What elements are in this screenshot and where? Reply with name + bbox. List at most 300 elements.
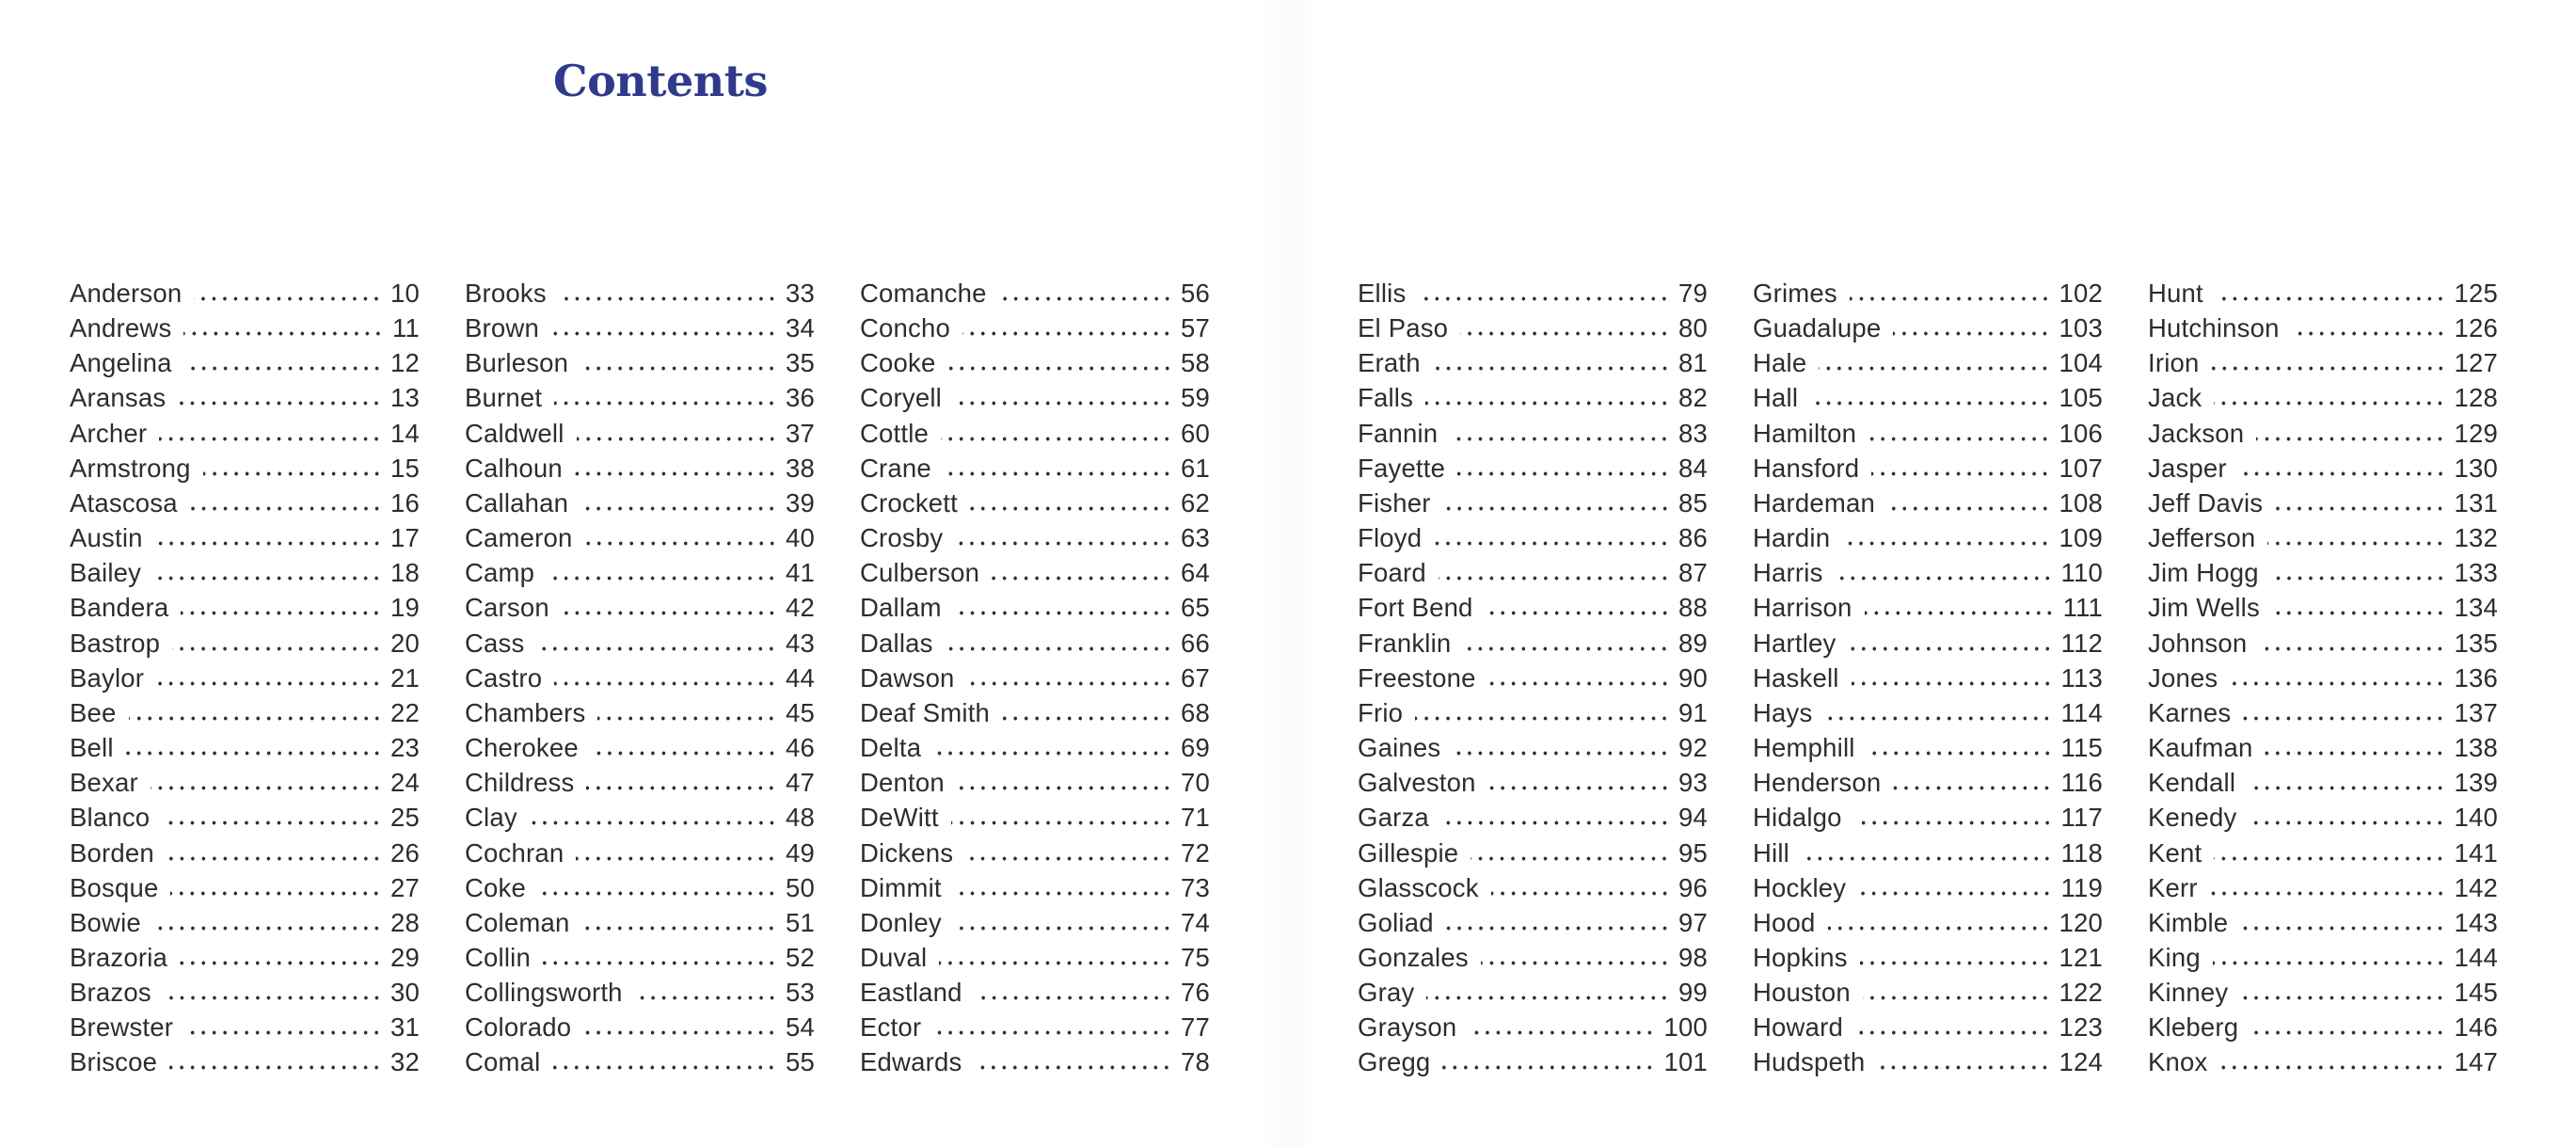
page-number: 134 bbox=[2454, 593, 2498, 623]
toc-entry bbox=[70, 768, 420, 803]
county-name: Burnet bbox=[465, 383, 543, 413]
page-number: 109 bbox=[2059, 523, 2103, 553]
dot-leader bbox=[1849, 645, 2053, 652]
page-number: 19 bbox=[390, 593, 420, 623]
county-name: Brewster bbox=[70, 1012, 174, 1043]
toc-entry bbox=[2148, 629, 2498, 663]
dot-leader bbox=[2212, 365, 2446, 372]
dot-leader bbox=[1491, 890, 1670, 897]
toc-entry bbox=[1753, 943, 2103, 978]
toc-entry bbox=[465, 803, 815, 837]
page-number: 119 bbox=[2060, 872, 2103, 902]
county-name: Culberson bbox=[860, 558, 980, 588]
page-number: 35 bbox=[786, 348, 815, 378]
dot-leader bbox=[2271, 575, 2446, 581]
toc-entry bbox=[1753, 279, 2103, 313]
page-number: 27 bbox=[390, 872, 420, 902]
toc-entry bbox=[465, 1012, 815, 1047]
page-number: 79 bbox=[1678, 279, 1708, 308]
county-name: Aransas bbox=[70, 383, 167, 413]
dot-leader bbox=[974, 1064, 1172, 1071]
dot-leader bbox=[1893, 785, 2052, 791]
toc-entry bbox=[2148, 488, 2498, 523]
county-name: Kimble bbox=[2148, 907, 2229, 937]
page-number: 52 bbox=[786, 942, 815, 972]
toc-entry bbox=[1753, 523, 2103, 558]
toc-entry bbox=[1753, 663, 2103, 698]
county-name: Bexar bbox=[70, 768, 138, 798]
dot-leader bbox=[954, 610, 1172, 616]
county-name: Gillespie bbox=[1358, 837, 1459, 868]
page-number: 139 bbox=[2454, 768, 2498, 798]
toc-entry bbox=[860, 454, 1210, 488]
toc-entry bbox=[1753, 348, 2103, 383]
toc-entry bbox=[2148, 943, 2498, 978]
toc-entry bbox=[1358, 593, 1708, 628]
dot-leader bbox=[559, 295, 777, 302]
page-number: 89 bbox=[1678, 628, 1708, 658]
county-name: Blanco bbox=[70, 803, 151, 833]
toc-entry bbox=[1753, 629, 2103, 663]
dot-leader bbox=[2272, 610, 2446, 616]
dot-leader bbox=[1858, 890, 2052, 897]
toc-entry bbox=[1358, 488, 1708, 523]
page-number: 36 bbox=[786, 383, 815, 413]
county-name: Jeff Davis bbox=[2148, 487, 2264, 518]
county-name: Jim Hogg bbox=[2148, 558, 2259, 588]
page-number: 118 bbox=[2060, 837, 2103, 868]
dot-leader bbox=[538, 890, 777, 897]
toc-entry bbox=[2148, 838, 2498, 873]
page-number: 31 bbox=[390, 1012, 420, 1043]
toc-entry bbox=[1753, 419, 2103, 454]
county-name: Edwards bbox=[860, 1047, 962, 1077]
county-name: Hood bbox=[1753, 907, 1816, 937]
county-name: Franklin bbox=[1358, 628, 1452, 658]
county-name: Collin bbox=[465, 942, 531, 972]
page-number: 104 bbox=[2059, 348, 2103, 378]
toc-entry bbox=[1358, 733, 1708, 768]
dot-leader bbox=[970, 505, 1172, 512]
dot-leader bbox=[2267, 540, 2445, 547]
county-name: El Paso bbox=[1358, 313, 1449, 343]
toc-entry bbox=[465, 383, 815, 418]
dot-leader bbox=[1486, 610, 1670, 616]
county-name: Coke bbox=[465, 872, 526, 902]
toc-entry bbox=[1358, 943, 1708, 978]
county-name: Chambers bbox=[465, 697, 586, 727]
page-number: 145 bbox=[2454, 978, 2498, 1008]
page-number: 96 bbox=[1678, 872, 1708, 902]
dot-leader bbox=[1488, 785, 1670, 791]
dot-leader bbox=[957, 785, 1172, 791]
dot-leader bbox=[190, 505, 382, 512]
dot-leader bbox=[1868, 436, 2050, 442]
page-number: 138 bbox=[2454, 733, 2498, 763]
page-number: 40 bbox=[786, 523, 815, 553]
toc-entry bbox=[70, 593, 420, 628]
toc-entry bbox=[2148, 1012, 2498, 1047]
dot-leader bbox=[576, 855, 777, 862]
dot-leader bbox=[1871, 470, 2050, 477]
county-name: Deaf Smith bbox=[860, 697, 991, 727]
county-name: Hamilton bbox=[1753, 418, 1857, 448]
dot-leader bbox=[581, 925, 777, 932]
county-name: Ector bbox=[860, 1012, 922, 1043]
page-number: 37 bbox=[786, 418, 815, 448]
dot-leader bbox=[159, 436, 382, 442]
county-name: Fort Bend bbox=[1358, 593, 1473, 623]
county-name: Kleberg bbox=[2148, 1012, 2239, 1043]
page-number: 71 bbox=[1181, 803, 1210, 833]
county-name: Gaines bbox=[1358, 733, 1441, 763]
dot-leader bbox=[184, 365, 382, 372]
page-number: 75 bbox=[1181, 942, 1210, 972]
toc-entry bbox=[1753, 313, 2103, 348]
page-number: 124 bbox=[2059, 1047, 2103, 1077]
dot-leader bbox=[153, 925, 382, 932]
toc-entry bbox=[1358, 1012, 1708, 1047]
toc-entry bbox=[70, 488, 420, 523]
toc-entry bbox=[70, 1047, 420, 1082]
page-number: 61 bbox=[1181, 453, 1210, 483]
dot-leader bbox=[944, 470, 1172, 477]
county-name: Dimmit bbox=[860, 872, 942, 902]
dot-leader bbox=[1850, 295, 2051, 302]
toc-entry bbox=[860, 908, 1210, 943]
county-name: Hunt bbox=[2148, 279, 2203, 308]
dot-leader bbox=[554, 680, 777, 687]
toc-entry bbox=[465, 1047, 815, 1082]
page-number: 55 bbox=[786, 1047, 815, 1077]
page-number: 44 bbox=[786, 662, 815, 693]
page-number: 99 bbox=[1678, 978, 1708, 1008]
dot-leader bbox=[1810, 400, 2050, 406]
dot-leader bbox=[583, 1029, 777, 1036]
county-name: Crane bbox=[860, 453, 931, 483]
dot-leader bbox=[962, 330, 1172, 337]
county-name: Fannin bbox=[1358, 418, 1439, 448]
county-name: Harris bbox=[1753, 558, 1823, 588]
page-number: 46 bbox=[786, 733, 815, 763]
page-number: 135 bbox=[2454, 628, 2498, 658]
county-name: Hidalgo bbox=[1753, 803, 1842, 833]
toc-entry bbox=[465, 279, 815, 313]
dot-leader bbox=[2249, 820, 2445, 826]
county-name: Garza bbox=[1358, 803, 1429, 833]
page-number: 123 bbox=[2059, 1012, 2103, 1043]
county-name: Cochran bbox=[465, 837, 564, 868]
page-number: 144 bbox=[2454, 942, 2498, 972]
county-name: Kaufman bbox=[2148, 733, 2253, 763]
dot-leader bbox=[162, 820, 382, 826]
toc-entry bbox=[1358, 558, 1708, 593]
page-number: 94 bbox=[1678, 803, 1708, 833]
toc-entry bbox=[70, 838, 420, 873]
county-name: Karnes bbox=[2148, 697, 2232, 727]
dot-leader bbox=[591, 750, 777, 757]
dot-leader bbox=[180, 960, 382, 966]
toc-entry bbox=[1358, 978, 1708, 1012]
toc-entry bbox=[2148, 383, 2498, 418]
toc-entry bbox=[70, 419, 420, 454]
county-name: Duval bbox=[860, 942, 928, 972]
dot-leader bbox=[1852, 680, 2053, 687]
page-number: 129 bbox=[2454, 418, 2498, 448]
dot-leader bbox=[151, 785, 382, 791]
county-name: Donley bbox=[860, 907, 942, 937]
dot-leader bbox=[547, 575, 777, 581]
page-number: 108 bbox=[2059, 487, 2103, 518]
toc-column-2 bbox=[465, 279, 815, 1083]
county-name: Comal bbox=[465, 1047, 541, 1077]
page-number: 30 bbox=[390, 978, 420, 1008]
county-name: Caldwell bbox=[465, 418, 564, 448]
county-name: Hale bbox=[1753, 348, 1807, 378]
page-number: 92 bbox=[1678, 733, 1708, 763]
page-number: 110 bbox=[2060, 558, 2103, 588]
county-name: Howard bbox=[1753, 1012, 1843, 1043]
county-name: Dawson bbox=[860, 662, 955, 693]
toc-entry bbox=[70, 313, 420, 348]
toc-entry bbox=[860, 768, 1210, 803]
toc-entry bbox=[2148, 523, 2498, 558]
page-number: 146 bbox=[2454, 1012, 2498, 1043]
dot-leader bbox=[2265, 750, 2445, 757]
dot-leader bbox=[2230, 680, 2445, 687]
dot-leader bbox=[954, 890, 1172, 897]
page-number: 97 bbox=[1678, 907, 1708, 937]
county-name: Hays bbox=[1753, 697, 1813, 727]
toc-entry bbox=[2148, 908, 2498, 943]
dot-leader bbox=[1877, 1064, 2050, 1071]
dot-leader bbox=[941, 436, 1172, 442]
county-name: Cottle bbox=[860, 418, 930, 448]
toc-entry bbox=[1753, 558, 2103, 593]
page-number: 76 bbox=[1181, 978, 1210, 1008]
toc-entry bbox=[1358, 838, 1708, 873]
county-name: Dickens bbox=[860, 837, 954, 868]
page-number: 65 bbox=[1181, 593, 1210, 623]
toc-entry bbox=[70, 663, 420, 698]
toc-entry bbox=[465, 698, 815, 733]
toc-entry bbox=[860, 383, 1210, 418]
county-name: Concho bbox=[860, 313, 950, 343]
dot-leader bbox=[1865, 610, 2055, 616]
county-name: Atascosa bbox=[70, 487, 178, 518]
county-name: Bee bbox=[70, 697, 117, 727]
dot-leader bbox=[946, 645, 1172, 652]
page-number: 141 bbox=[2454, 837, 2498, 868]
county-name: Clay bbox=[465, 803, 517, 833]
dot-leader bbox=[1481, 960, 1670, 966]
page-number: 73 bbox=[1181, 872, 1210, 902]
dot-leader bbox=[530, 820, 777, 826]
toc-entry bbox=[465, 873, 815, 908]
page-number: 58 bbox=[1181, 348, 1210, 378]
dot-leader bbox=[1457, 470, 1670, 477]
toc-entry bbox=[1753, 698, 2103, 733]
toc-entry bbox=[860, 838, 1210, 873]
dot-leader bbox=[2250, 1029, 2445, 1036]
county-name: Fisher bbox=[1358, 487, 1431, 518]
page-number: 41 bbox=[786, 558, 815, 588]
page-number: 117 bbox=[2060, 803, 2103, 833]
county-name: Jack bbox=[2148, 383, 2202, 413]
county-name: Baylor bbox=[70, 662, 145, 693]
toc-entry bbox=[70, 629, 420, 663]
page-number: 33 bbox=[786, 279, 815, 308]
county-name: Hardin bbox=[1753, 523, 1831, 553]
toc-entry bbox=[70, 978, 420, 1012]
page-number: 24 bbox=[390, 768, 420, 798]
toc-entry bbox=[2148, 768, 2498, 803]
page-number: 128 bbox=[2454, 383, 2498, 413]
county-name: Brazos bbox=[70, 978, 151, 1008]
county-name: Freestone bbox=[1358, 662, 1476, 693]
county-name: Brazoria bbox=[70, 942, 167, 972]
page-number: 133 bbox=[2454, 558, 2498, 588]
dot-leader bbox=[126, 750, 382, 757]
toc-entry bbox=[70, 943, 420, 978]
dot-leader bbox=[1425, 400, 1670, 406]
county-name: Fayette bbox=[1358, 453, 1446, 483]
toc-entry bbox=[2148, 978, 2498, 1012]
dot-leader bbox=[951, 820, 1172, 826]
page-number: 38 bbox=[786, 453, 815, 483]
toc-entry bbox=[860, 348, 1210, 383]
dot-leader bbox=[2240, 995, 2445, 1001]
county-name: Callahan bbox=[465, 487, 569, 518]
page-number: 87 bbox=[1678, 558, 1708, 588]
dot-leader bbox=[2213, 960, 2446, 966]
page-number: 53 bbox=[786, 978, 815, 1008]
page-number: 50 bbox=[786, 872, 815, 902]
dot-leader bbox=[1439, 575, 1670, 581]
dot-leader bbox=[203, 470, 382, 477]
dot-leader bbox=[167, 855, 382, 862]
dot-leader bbox=[156, 680, 382, 687]
dot-leader bbox=[2214, 855, 2445, 862]
page-number: 62 bbox=[1181, 487, 1210, 518]
dot-leader bbox=[1460, 330, 1670, 337]
dot-leader bbox=[536, 645, 777, 652]
county-name: Angelina bbox=[70, 348, 172, 378]
county-name: Dallas bbox=[860, 628, 933, 658]
toc-entry bbox=[2148, 873, 2498, 908]
toc-entry bbox=[860, 488, 1210, 523]
dot-leader bbox=[585, 540, 777, 547]
page-number: 113 bbox=[2060, 662, 2103, 693]
county-name: Haskell bbox=[1753, 662, 1839, 693]
page-number: 83 bbox=[1678, 418, 1708, 448]
county-name: Bowie bbox=[70, 907, 141, 937]
toc-entry bbox=[70, 908, 420, 943]
toc-entry bbox=[70, 348, 420, 383]
county-name: Jim Wells bbox=[2148, 593, 2260, 623]
dot-leader bbox=[1488, 680, 1670, 687]
county-name: Jackson bbox=[2148, 418, 2245, 448]
page-number: 47 bbox=[786, 768, 815, 798]
page-number: 102 bbox=[2059, 279, 2103, 308]
page-number: 101 bbox=[1663, 1047, 1708, 1077]
dot-leader bbox=[2219, 1064, 2445, 1071]
page-number: 15 bbox=[390, 453, 420, 483]
county-name: Bandera bbox=[70, 593, 169, 623]
county-name: Crosby bbox=[860, 523, 944, 553]
dot-leader bbox=[580, 365, 777, 372]
dot-leader bbox=[1469, 1029, 1655, 1036]
dot-leader bbox=[577, 436, 777, 442]
page-number: 137 bbox=[2454, 697, 2498, 727]
county-name: Foard bbox=[1358, 558, 1426, 588]
county-name: Briscoe bbox=[70, 1047, 158, 1077]
county-name: Hill bbox=[1753, 837, 1789, 868]
page-number: 136 bbox=[2454, 662, 2498, 693]
toc-entry bbox=[860, 558, 1210, 593]
toc-column-1 bbox=[70, 279, 420, 1083]
page-number: 57 bbox=[1181, 313, 1210, 343]
page-number: 54 bbox=[786, 1012, 815, 1043]
toc-entry bbox=[1753, 908, 2103, 943]
page-number: 121 bbox=[2059, 942, 2103, 972]
county-name: Irion bbox=[2148, 348, 2200, 378]
page-number: 142 bbox=[2454, 872, 2498, 902]
page-number: 95 bbox=[1678, 837, 1708, 868]
dot-leader bbox=[183, 330, 384, 337]
toc-entry bbox=[1358, 768, 1708, 803]
toc-entry bbox=[1753, 873, 2103, 908]
county-name: Bailey bbox=[70, 558, 142, 588]
page-number: 72 bbox=[1181, 837, 1210, 868]
dot-leader bbox=[1002, 715, 1172, 722]
toc-entry bbox=[70, 803, 420, 837]
county-name: Crockett bbox=[860, 487, 958, 518]
dot-leader bbox=[1450, 436, 1670, 442]
toc-entry bbox=[70, 733, 420, 768]
toc-entry bbox=[860, 1047, 1210, 1082]
page-number: 28 bbox=[390, 907, 420, 937]
dot-leader bbox=[1463, 645, 1670, 652]
toc-entry bbox=[1753, 593, 2103, 628]
toc-entry bbox=[465, 768, 815, 803]
dot-leader bbox=[1415, 715, 1670, 722]
page-number: 51 bbox=[786, 907, 815, 937]
toc-entry bbox=[2148, 1047, 2498, 1082]
dot-leader bbox=[172, 645, 382, 652]
county-name: Gray bbox=[1358, 978, 1415, 1008]
page-number: 11 bbox=[392, 313, 420, 343]
dot-leader bbox=[181, 610, 382, 616]
county-name: Austin bbox=[70, 523, 143, 553]
county-name: Dallam bbox=[860, 593, 942, 623]
page-number: 16 bbox=[390, 487, 420, 518]
county-name: Hopkins bbox=[1753, 942, 1848, 972]
toc-entry bbox=[1753, 454, 2103, 488]
toc-entry bbox=[2148, 593, 2498, 628]
dot-leader bbox=[1433, 365, 1670, 372]
page-number: 143 bbox=[2454, 907, 2498, 937]
county-name: Collingsworth bbox=[465, 978, 623, 1008]
page-number: 106 bbox=[2059, 418, 2103, 448]
page-number: 112 bbox=[2060, 628, 2103, 658]
toc-entry bbox=[465, 663, 815, 698]
toc-entry bbox=[1358, 383, 1708, 418]
dot-leader bbox=[552, 1064, 777, 1071]
county-name: Calhoun bbox=[465, 453, 563, 483]
dot-leader bbox=[153, 575, 382, 581]
dot-leader bbox=[1868, 750, 2053, 757]
